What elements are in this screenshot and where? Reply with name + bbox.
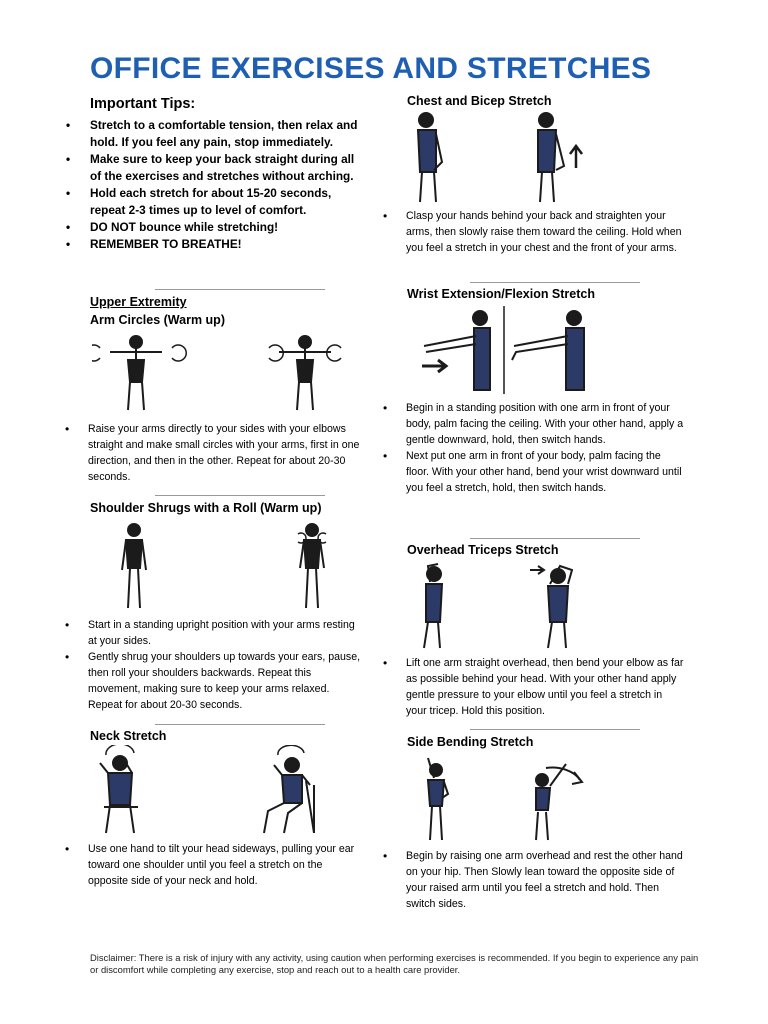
disclaimer: Disclaimer: There is a risk of injury with any activity, using caution when performing exercises is recommended. If you begin to experience any pain or discomfort while completing any exercise, stop and reach out to a health care provider. [90, 952, 699, 975]
side-bending-title: Side Bending Stretch [407, 735, 534, 749]
divider [155, 289, 325, 290]
bullet-item: • Lift one arm straight overhead, then bend your elbow as far as possible behind your head. With your other hand apply gentle pressure to your elbow until you feel a stretch in your tricep. Hold this position. [380, 655, 685, 719]
figure-icon [428, 758, 582, 840]
tip-item: • Stretch to a comfortable tension, then relax and hold. If you feel any pain, stop immediately. [62, 117, 367, 151]
bullet-item: • Next put one arm in front of your body, palm facing the floor. With your other hand, bend your wrist downward until you feel a stretch, hold, then switch hands. [380, 448, 685, 496]
shoulder-shrugs-illustration [110, 520, 340, 612]
figure-icon [418, 113, 582, 202]
tip-item: • DO NOT bounce while stretching! [62, 219, 367, 236]
figure-icon [422, 306, 584, 394]
arm-circles-bullets [62, 421, 362, 485]
chest-bicep-title: Chest and Bicep Stretch [407, 94, 552, 108]
tip-item: • REMEMBER TO BREATHE! [62, 236, 367, 253]
bullet-item: • Begin by raising one arm overhead and rest the other hand on your hip. Then Slowly lean toward the opposite side of your raised arm until you feel a stretch and hold. Then switch sides. [380, 848, 685, 912]
wrist-stretch-illustration [414, 304, 604, 396]
shoulder-shrugs-bullets [62, 617, 362, 713]
bullet-item: • Start in a standing upright position with your arms resting at your sides. [62, 617, 362, 649]
triceps-stretch-illustration [410, 560, 590, 652]
divider [470, 282, 640, 283]
tips-heading: Important Tips: [90, 96, 196, 112]
neck-stretch-title: Neck Stretch [90, 729, 167, 743]
tip-item: • Hold each stretch for about 15-20 seconds, repeat 2-3 times up to level of comfort. [62, 185, 367, 219]
wrist-stretch-title: Wrist Extension/Flexion Stretch [407, 287, 596, 301]
bullet-item: • Raise your arms directly to your sides with your elbows straight and make small circles with your arms, first in one direction, and then in the other. Repeat for about 20-30 seconds. [62, 421, 362, 485]
figure-icon [122, 524, 326, 608]
divider [470, 538, 640, 539]
triceps-stretch-title: Overhead Triceps Stretch [407, 543, 559, 557]
bullet-item: • Clasp your hands behind your back and straighten your arms, then slowly raise them toward the ceiling. Hold when you feel a stretch in your chest and the front of your arms. [380, 208, 685, 256]
section-heading-upper-extremity: Upper Extremity [90, 295, 187, 309]
chest-bicep-bullets [380, 208, 685, 256]
shoulder-shrugs-title: Shoulder Shrugs with a Roll (Warm up) [90, 501, 322, 515]
divider [155, 724, 325, 725]
figure-icon [424, 564, 572, 648]
chest-bicep-illustration [404, 110, 604, 206]
tips-list [62, 117, 367, 253]
side-bending-bullets [380, 848, 685, 912]
bullet-item: • Gently shrug your shoulders up towards your ears, pause, then roll your shoulders backwards. Repeat this movement, making sure to keep your arms relaxed. Repeat for about 20-30 seconds. [62, 649, 362, 713]
arm-circles-title: Arm Circles (Warm up) [90, 313, 225, 327]
neck-stretch-bullets [62, 841, 362, 889]
figure-icon [92, 336, 341, 410]
bullet-item: • Use one hand to tilt your head sideways, pulling your ear toward one shoulder until you feel a stretch on the opposite side of your neck and hold. [62, 841, 362, 889]
wrist-stretch-bullets [380, 400, 685, 496]
divider [155, 495, 325, 496]
side-bending-illustration [414, 754, 594, 844]
page-title: OFFICE EXERCISES AND STRETCHES [90, 52, 652, 85]
arm-circles-illustration [92, 330, 362, 420]
divider [470, 729, 640, 730]
triceps-stretch-bullets [380, 655, 685, 719]
neck-stretch-illustration [92, 745, 332, 837]
tip-item: • Make sure to keep your back straight during all of the exercises and stretches without arching. [62, 151, 367, 185]
figure-icon [100, 745, 314, 833]
bullet-item: • Begin in a standing position with one arm in front of your body, palm facing the ceiling. With your other hand, apply a gentle downward, hold, then switch hands. [380, 400, 685, 448]
